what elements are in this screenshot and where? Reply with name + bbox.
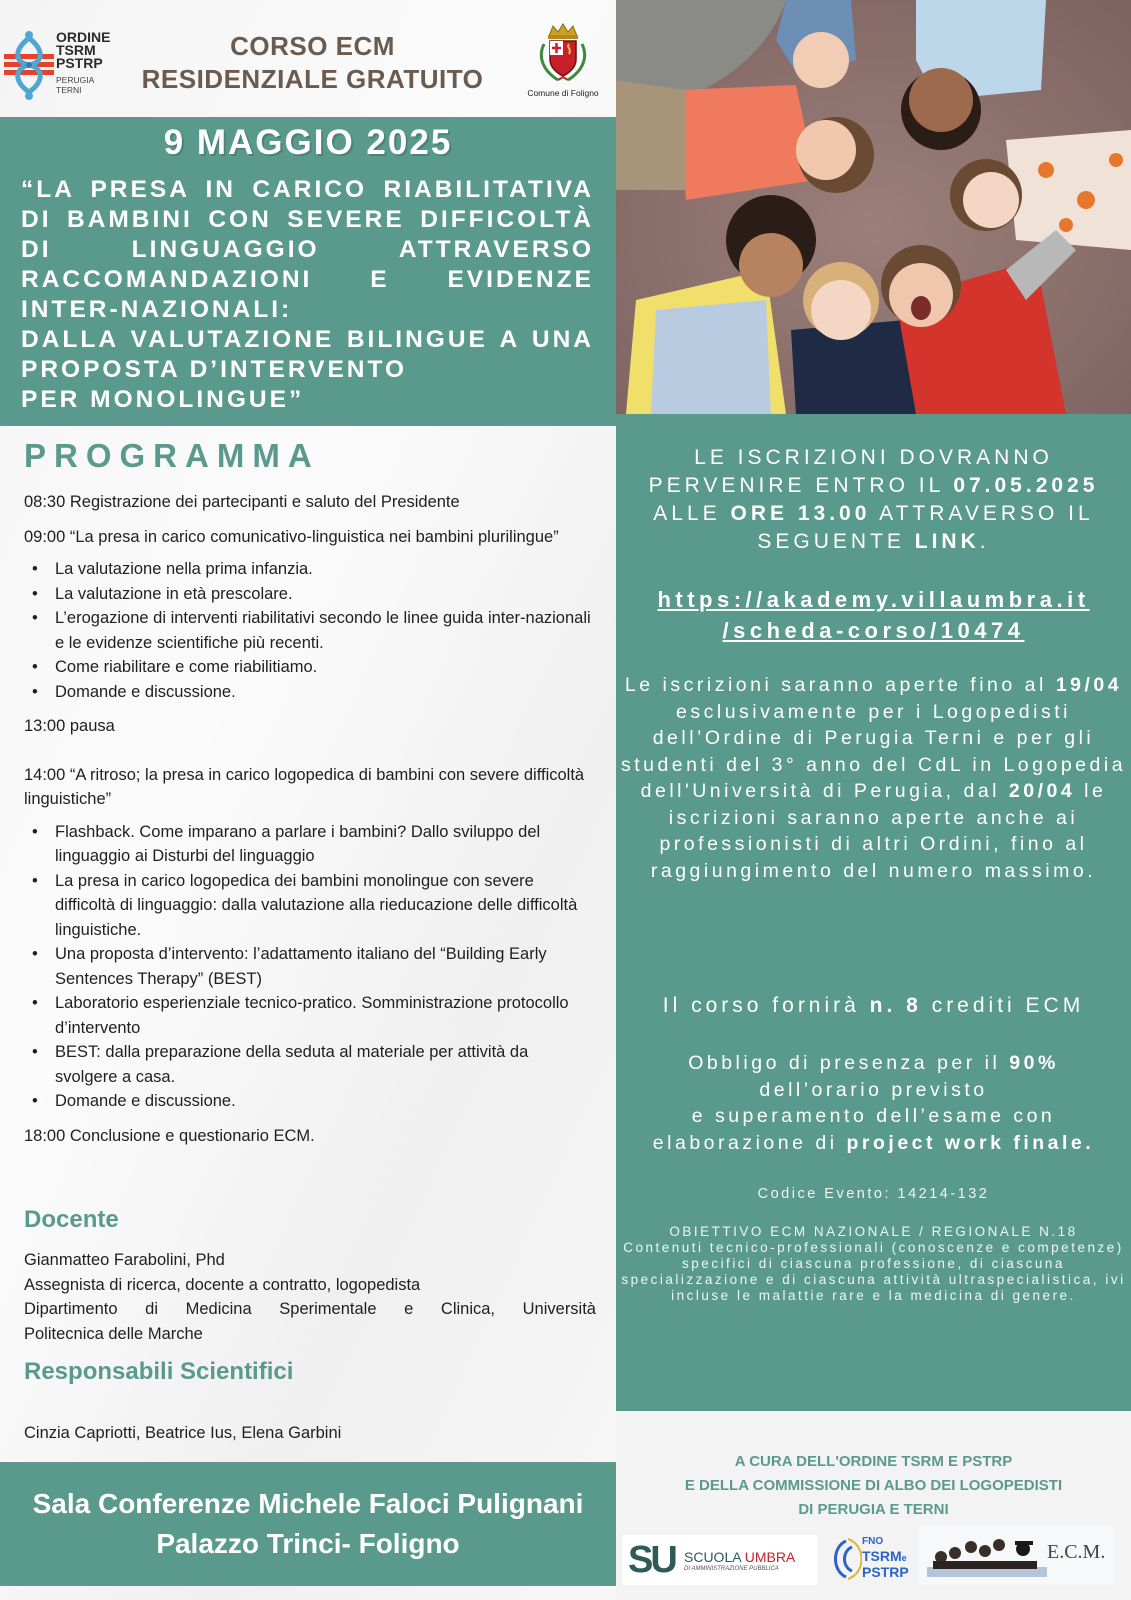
fno-label: e	[901, 1553, 907, 1563]
programme-heading: PROGRAMMA	[24, 437, 320, 474]
course-title-line: DALLA VALUTAZIONE BILINGUE A UNA	[21, 326, 594, 353]
fno-wave-icon	[826, 1537, 862, 1581]
course-title-line: “LA PRESA IN CARICO RIABILITATIVA	[21, 176, 594, 203]
partner-logos	[616, 1525, 1131, 1585]
responsabili-names: Cinzia Capriotti, Beatrice Ius, Elena Garbini	[24, 1424, 342, 1442]
venue-band	[0, 1462, 616, 1586]
attendance-percent: 90%	[1009, 1052, 1059, 1074]
programme-sublist	[55, 557, 594, 704]
docente-heading: Docente	[24, 1206, 119, 1233]
scuola-umbra-logo	[622, 1535, 817, 1585]
scuola-umbra-name: UMBRA	[744, 1549, 796, 1565]
course-title-line: INTER-NAZIONALI:	[21, 296, 293, 323]
programme-bullet: • La valutazione in età prescolare.	[55, 582, 594, 607]
programme-bullet: • L’erogazione di interventi riabilitativi secondo le linee guida inter-nazionali e le evidenze scientifiche più recenti.	[55, 606, 594, 655]
fno-tsrm-pstrp-logo	[826, 1533, 908, 1583]
photo-illustration	[616, 0, 1131, 414]
venue-hall: Sala Conferenze Michele Faloci Pulignani	[32, 1488, 584, 1519]
programme-bullet: • Domande e discussione.	[55, 1089, 594, 1114]
course-title-line: RACCOMANDAZIONI E EVIDENZE	[21, 266, 594, 293]
programme-bullet: • BEST: dalla preparazione della seduta al materiale per attività da svolgere a casa.	[55, 1040, 594, 1089]
registration-link[interactable]	[616, 584, 1131, 646]
anatomy-lesson-painting-icon	[927, 1531, 1047, 1581]
course-title-line: DI LINGUAGGIO ATTRAVERSO	[21, 236, 594, 263]
docente-role: Assegnista di ricerca, docente a contratto, logopedista	[24, 1275, 421, 1294]
course-title-line: DI BAMBINI CON SEVERE DIFFICOLTÀ	[21, 206, 594, 233]
fno-label: FNO	[862, 1536, 884, 1547]
registration-link-line[interactable]: /scheda-corso/10474	[722, 618, 1025, 643]
org-logo-sub: TERNI	[56, 85, 82, 95]
registration-link-line[interactable]: https://akademy.villaumbra.it	[657, 587, 1090, 612]
org-logo-sub: PERUGIA	[56, 75, 95, 85]
programme-item: 18:00 Conclusione e questionario ECM.	[24, 1126, 315, 1145]
ordine-tsrm-pstrp-logo	[4, 30, 119, 100]
programme-sublist	[55, 820, 594, 1114]
header	[0, 0, 616, 117]
coat-of-arms-icon	[518, 22, 608, 86]
programme-bullet: • Come riabilitare e come riabilitiamo.	[55, 655, 594, 680]
objective-text: Contenuti tecnico-professionali (conoscenze e competenze) specifici di ciascuna professione, di ciascuna specializzazione e di ciascuna attività ultraspecialistica, ivi incluse le malattie rare e la medicina di genere.	[621, 1240, 1126, 1303]
deadline-date: 07.05.2025	[953, 474, 1099, 497]
course-title-line: PER MONOLINGUE”	[21, 386, 305, 413]
objective-title: OBIETTIVO ECM NAZIONALE / REGIONALE N.18	[669, 1224, 1078, 1239]
comune-caption: Comune di Foligno	[527, 88, 599, 98]
ecm-label: E.C.M.	[1047, 1541, 1106, 1563]
course-type-line: RESIDENZIALE GRATUITO	[141, 64, 484, 94]
org-logo-line: TSRM	[56, 42, 96, 58]
fno-label: TSRM	[862, 1548, 902, 1564]
early-registration-date: 19/04	[1055, 674, 1123, 696]
ecm-logo	[919, 1525, 1114, 1585]
credits-count: n. 8	[869, 994, 922, 1017]
deadline-time: ORE 13.00	[730, 502, 871, 525]
scuola-umbra-name: SCUOLA	[684, 1549, 741, 1565]
programme-list	[24, 490, 594, 1158]
venue-building: Palazzo Trinci- Foligno	[156, 1528, 460, 1559]
course-type-heading	[120, 30, 505, 96]
registration-details: Le iscrizioni saranno aperte fino al 19/04 esclusivamente per i Logopedisti dell’Ordine di Perugia Terni e per gli studenti del 3° anno del CdL in Logopedia dell'Università di Perugia, dal 20/04 le iscrizioni saranno aperte anche ai professionisti di altri Ordini, fino al raggiungimento del numero massimo.	[620, 674, 1127, 882]
organizers-line: DI PERUGIA E TERNI	[798, 1501, 949, 1518]
event-code: Codice Evento: 14214-132	[757, 1186, 990, 1202]
course-title-line: PROPOSTA D’INTERVENTO	[21, 356, 408, 383]
final-work: project work finale.	[846, 1131, 1095, 1154]
docente-details	[24, 1248, 596, 1346]
docente-department: Dipartimento di Medicina Sperimentale e Clinica, Università	[24, 1300, 596, 1318]
organizers-text	[616, 1450, 1131, 1522]
organizers-line: E DELLA COMMISSIONE DI ALBO DEI LOGOPEDISTI	[684, 1477, 1063, 1494]
programme-bullet: • Domande e discussione.	[55, 680, 594, 705]
programme-item: 14:00 “A ritroso; la presa in carico logopedica di bambini con severe difficoltà linguistiche”	[24, 765, 585, 808]
course-type-line: CORSO ECM	[230, 31, 395, 61]
programme-bullet: • La valutazione nella prima infanzia.	[55, 557, 594, 582]
comune-di-foligno-crest	[518, 22, 608, 102]
course-title	[21, 175, 594, 415]
programme-item: 13:00 pausa	[24, 717, 115, 735]
programme-bullet: • La presa in carico logopedica dei bambini monolingue con severe difficoltà di linguaggio: dalla valutazione alla rieducazione delle difficoltà linguistiche.	[55, 869, 594, 943]
scuola-umbra-sub: DI AMMINISTRAZIONE PUBBLICA	[684, 1566, 779, 1572]
org-logo-line: PSTRP	[56, 55, 103, 71]
title-band	[0, 117, 616, 426]
programme-bullet: • Una proposta d’intervento: l’adattamento italiano del “Building Early Sentences Therapy” (BEST)	[55, 942, 594, 991]
fno-label: PSTRP	[862, 1564, 909, 1580]
ordine-symbol-icon	[4, 30, 54, 100]
registration-deadline-text: LE ISCRIZIONI DOVRANNO PERVENIRE ENTRO IL 07.05.2025 ALLE ORE 13.00 ATTRAVERSO IL SEGUENTE LINK.	[648, 446, 1099, 553]
attendance-requirement: Obbligo di presenza per il 90% dell’orario previsto e superamento dell’esame con elaborazione di project work finale.	[652, 1052, 1095, 1154]
programme-bullet: • Flashback. Come imparano a parlare i bambini? Dallo sviluppo del linguaggio ai Disturbi del linguaggio	[55, 820, 594, 869]
programme-item: 09:00 “La presa in carico comunicativo-linguistica nei bambini plurilingue”	[24, 527, 559, 546]
ecm-objective	[616, 1224, 1131, 1304]
programme-item: 08:30 Registrazione dei partecipanti e saluto del Presidente	[24, 493, 460, 511]
org-logo-line: ORDINE	[56, 29, 111, 45]
ecm-credits: Il corso fornirà n. 8 crediti ECM	[662, 994, 1085, 1017]
responsabili-heading: Responsabili Scientifici	[24, 1358, 294, 1385]
docente-name: Gianmatteo Farabolini, Phd	[24, 1251, 225, 1269]
event-date: 9 MAGGIO 2025	[163, 123, 453, 162]
registration-panel	[616, 414, 1131, 1411]
open-registration-date: 20/04	[1008, 780, 1076, 802]
programme-bullet: • Laboratorio esperienziale tecnico-pratico. Somministrazione protocollo d’intervento	[55, 991, 594, 1040]
organizers-line: A CURA DELL'ORDINE TSRM E PSTRP	[734, 1453, 1013, 1470]
scuola-umbra-mark: SU	[628, 1539, 675, 1581]
docente-department: Politecnica delle Marche	[24, 1324, 203, 1343]
children-lying-in-circle-photo	[616, 0, 1131, 414]
